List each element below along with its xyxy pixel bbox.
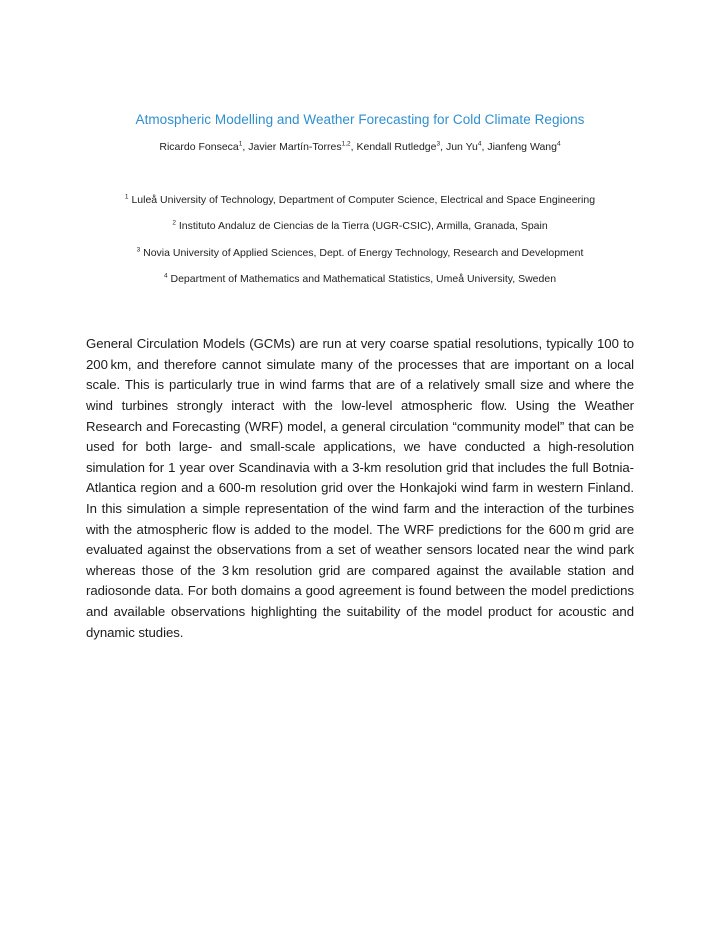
affiliation: $^2$ Instituto Andaluz de Ciencias de la Tierra (UGR-CSIC), Armilla, Granada, Spain xyxy=(172,219,548,233)
author: Jianfeng Wang$^4$ xyxy=(487,140,561,153)
author-list: Ricardo Fonseca$^1$, Javier Martín-Torres$^{1,2}$, Kendall Rutledge$^3$, Jun Yu$^4$, Jianfeng Wang$^4$ xyxy=(159,140,561,153)
author-affiliation-marker: 4 xyxy=(556,140,561,148)
author-affiliation-marker: 4 xyxy=(477,140,482,148)
author-affiliation-marker: 1 xyxy=(238,140,243,148)
affiliation: $^1$ Luleå University of Technology, Department of Computer Science, Electrical and Space Engineering xyxy=(124,193,596,206)
paper-title: Atmospheric Modelling and Weather Forecasting for Cold Climate Regions xyxy=(135,112,585,127)
affiliation: $^3$ Novia University of Applied Sciences, Dept. of Energy Technology, Research and Development xyxy=(136,246,584,259)
author-affiliation-marker: 3 xyxy=(436,140,441,148)
author: Javier Martín-Torres$^{1,2}$ xyxy=(248,140,351,153)
author: Kendall Rutledge$^3$ xyxy=(356,140,441,153)
author: Ricardo Fonseca$^1$ xyxy=(159,140,243,153)
abstract-paragraph: General Circulation Models (GCMs) are run at very coarse spatial resolutions, typically 100 to 200 km, and therefore cannot simulate many of the processes that are important on a local scale. This is particularly true in wind farms that are of a relatively small size and where the wind turbines strongly interact with the low-level atmospheric flow. Using the Weather Research and Forecasting (WRF) model, a general circulation “community model” that can be used for both large- and small-scale applications, we have conducted a high-resolution simulation for 1 year over Scandinavia with a 3-km resolution grid that includes the full Botnia-Atlantica region and a 600-m resolution grid over the Honkajoki wind farm in western Finland. In this simulation a simple representation of the wind farm and the interaction of the turbines with the atmospheric flow is added to the model. The WRF predictions for the 600 m grid are evaluated against the observations from a set of weather sensors located near the wind park whereas those of the 3 km resolution grid are compared against the available station and radiosonde data. For both domains a good agreement is found between the model predictions and available observations highlighting the suitability of the model product for acoustic and dynamic studies. xyxy=(86,336,634,640)
affiliation: $^4$ Department of Mathematics and Mathematical Statistics, Umeå University, Sweden xyxy=(163,272,557,285)
author: Jun Yu$^4$ xyxy=(445,140,482,153)
affiliation-list xyxy=(0,193,720,298)
author-affiliation-marker: 1,2 xyxy=(341,140,351,148)
